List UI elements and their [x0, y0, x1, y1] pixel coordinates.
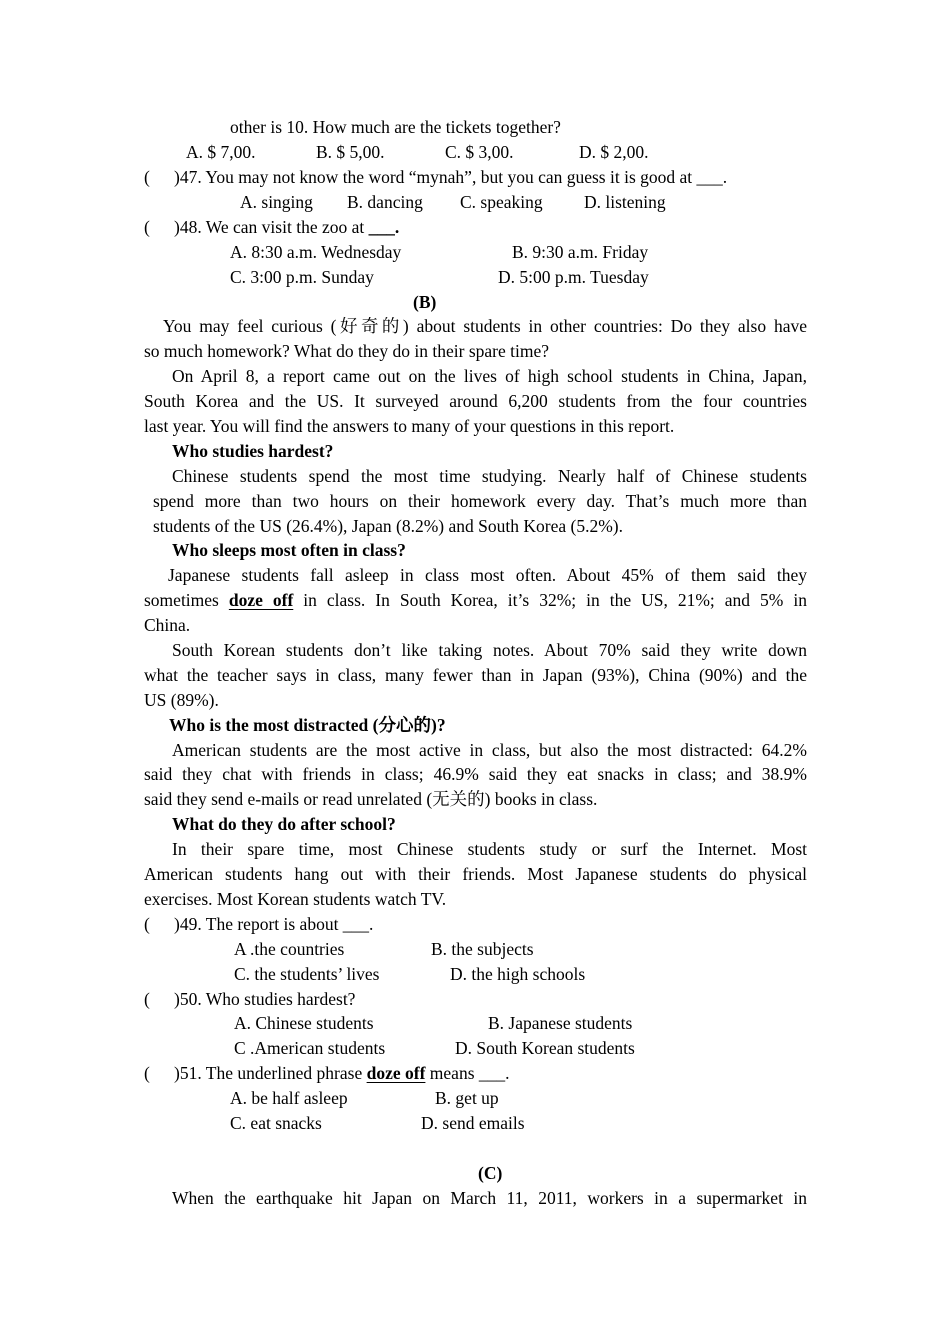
q51-question — [144, 1061, 510, 1086]
underlined-phrase: doze off — [228, 590, 294, 610]
passage-line: South Korean students don’t like taking notes. About 70% said they write down — [172, 640, 807, 660]
q47-question — [144, 165, 727, 190]
q49-option-d: D. the high schools — [450, 964, 586, 984]
passage-line: American students are the most active in class, but also the most distracted: 64.2% — [172, 740, 807, 760]
q47-option-a: A. singing — [240, 192, 313, 212]
answer-paren[interactable]: ( — [144, 1063, 150, 1083]
passage-line: US (89%). — [144, 690, 219, 710]
text-segment: in class. In South Korea, it’s 32%; in the US, 21%; and 5% in — [293, 590, 807, 610]
q46-option-b: B. $ 5,00. — [316, 142, 385, 162]
passage-line: Japanese students fall asleep in class most often. About 45% of them said they — [168, 565, 807, 585]
section-b-title: (B) — [413, 292, 437, 312]
passage-line: what the teacher says in class, many fewer than in Japan (93%), China (90%) and the — [144, 665, 807, 685]
passage-line: students of the US (26.4%), Japan (8.2%) and South Korea (5.2%). — [153, 516, 623, 536]
passage-line: said they chat with friends in class; 46.9% said they eat snacks in class; and 38.9% — [144, 764, 807, 784]
q49-option-b: B. the subjects — [431, 939, 534, 959]
q49-option-c: C. the students’ lives — [234, 964, 380, 984]
passage-line: last year. You will find the answers to many of your questions in this report. — [144, 416, 675, 436]
section-c-title: (C) — [478, 1163, 503, 1183]
q51-option-a: A. be half asleep — [230, 1088, 348, 1108]
q51-text: )51. The underlined phrase — [174, 1063, 367, 1083]
q46-option-c: C. $ 3,00. — [445, 142, 514, 162]
passage-line: You may feel curious (好奇的) about students in other countries: Do they also have — [163, 316, 807, 336]
q48-option-a: A. 8:30 a.m. Wednesday — [230, 242, 402, 262]
text-segment: sometimes — [144, 590, 229, 610]
passage-line: South Korea and the US. It surveyed around 6,200 students from the four countries — [144, 391, 807, 411]
section-heading: Who is the most distracted (分心的)? — [169, 715, 446, 735]
passage-line: When the earthquake hit Japan on March 11, 2011, workers in a supermarket in — [172, 1188, 807, 1208]
q48-option-d: D. 5:00 p.m. Tuesday — [498, 267, 649, 287]
section-heading: What do they do after school? — [172, 814, 396, 834]
q49-option-a: A .the countries — [234, 939, 345, 959]
q48-option-c: C. 3:00 p.m. Sunday — [230, 267, 374, 287]
q51-text-after: means ___. — [425, 1063, 510, 1083]
passage-line: In their spare time, most Chinese students study or surf the Internet. Most — [172, 839, 807, 859]
answer-paren[interactable]: ( — [144, 167, 150, 187]
q51-option-c: C. eat snacks — [230, 1113, 322, 1133]
passage-line: American students hang out with their friends. Most Japanese students do physical — [144, 864, 807, 884]
q47-text: )47. You may not know the word “mynah”, but you can guess it is good at ___. — [174, 167, 728, 187]
passage-line: spend more than two hours on their homework every day. That’s much more than — [153, 491, 807, 511]
q49-question — [144, 912, 373, 937]
section-heading: Who sleeps most often in class? — [172, 540, 406, 560]
q50-option-a: A. Chinese students — [234, 1013, 374, 1033]
passage-line — [144, 588, 807, 613]
answer-paren[interactable]: ( — [144, 989, 150, 1009]
q48-blank: ___. — [368, 217, 400, 237]
q47-option-b: B. dancing — [347, 192, 423, 212]
q46-option-d: D. $ 2,00. — [579, 142, 649, 162]
q51-option-b: B. get up — [435, 1088, 499, 1108]
q48-text: )48. We can visit the zoo at — [174, 217, 369, 237]
q49-text: )49. The report is about ___. — [174, 914, 374, 934]
answer-paren[interactable]: ( — [144, 914, 150, 934]
q46-option-a: A. $ 7,00. — [186, 142, 256, 162]
q50-question — [144, 987, 355, 1012]
q48-option-b: B. 9:30 a.m. Friday — [512, 242, 649, 262]
passage-line: Chinese students spend the most time studying. Nearly half of Chinese students — [172, 466, 807, 486]
section-heading: Who studies hardest? — [172, 441, 334, 461]
q50-option-d: D. South Korean students — [455, 1038, 635, 1058]
q51-option-d: D. send emails — [421, 1113, 525, 1133]
answer-paren[interactable]: ( — [144, 217, 150, 237]
q50-option-b: B. Japanese students — [488, 1013, 633, 1033]
q50-option-c: C .American students — [234, 1038, 386, 1058]
passage-line: On April 8, a report came out on the lives of high school students in China, Japan, — [172, 366, 807, 386]
q46-continuation: other is 10. How much are the tickets together? — [230, 117, 561, 137]
passage-line: exercises. Most Korean students watch TV. — [144, 889, 447, 909]
passage-line: China. — [144, 615, 191, 635]
passage-line: so much homework? What do they do in their spare time? — [144, 341, 549, 361]
q48-question — [144, 215, 399, 240]
q50-text: )50. Who studies hardest? — [174, 989, 356, 1009]
passage-line: said they send e-mails or read unrelated (无关的) books in class. — [144, 789, 598, 809]
q47-option-d: D. listening — [584, 192, 666, 212]
underlined-phrase: doze off — [366, 1063, 426, 1083]
q47-option-c: C. speaking — [460, 192, 543, 212]
